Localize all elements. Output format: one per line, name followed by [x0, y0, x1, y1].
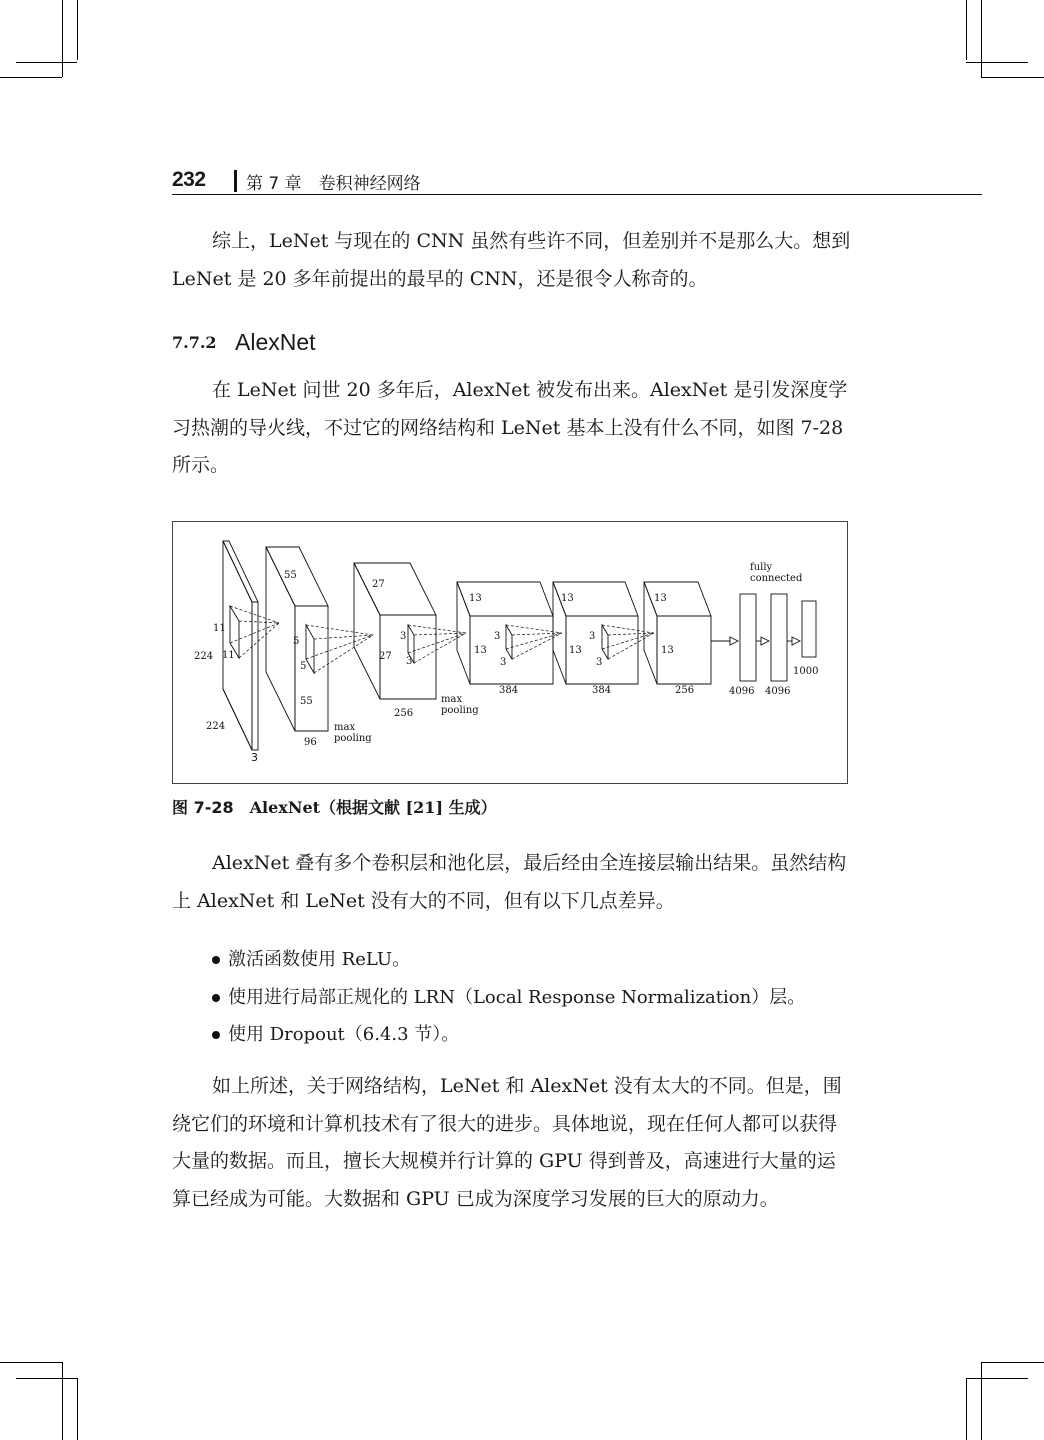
crop-mark: [981, 1362, 982, 1440]
alexnet-figure: [172, 521, 848, 784]
fig-label: 13: [654, 593, 667, 604]
fig-label: 3: [406, 656, 413, 667]
crop-mark: [981, 1362, 1044, 1363]
fig-label: pooling: [441, 705, 479, 716]
fig-label: 3: [589, 631, 596, 642]
paragraph: 如上所述，关于网络结构，LeNet 和 AlexNet 没有太大的不同。但是，围绕它们的环境和计算机技术有了很大的进步。具体地说，现在任何人都可以获得大量的数据。而且，擅长大规模并行计算的 GPU 得到普及，高速进行大量的运算已经成为可能。大数据和 GPU 已成为深度学习发展的巨大的原动力。: [172, 1075, 842, 1210]
fig-label: 4096: [729, 686, 755, 697]
crop-mark: [966, 62, 1028, 63]
crop-mark: [62, 0, 63, 77]
crop-mark: [966, 1378, 1028, 1379]
list-item-text: 使用 Dropout（6.4.3 节）。: [228, 1024, 460, 1045]
fig-label: max: [334, 722, 356, 733]
page-number: 232: [172, 168, 206, 191]
fig-label: 3: [251, 751, 258, 764]
fig-label: connected: [750, 573, 803, 584]
crop-mark: [966, 1378, 967, 1440]
list-item: [212, 983, 805, 1009]
fig-label: pooling: [334, 733, 372, 744]
fig-label: 5: [293, 636, 300, 647]
list-item-text: 激活函数使用 ReLU。: [228, 949, 411, 970]
fig-label: 384: [592, 685, 612, 696]
fig-label: 224: [194, 651, 214, 662]
paragraph: 在 LeNet 问世 20 多年后，AlexNet 被发布出来。AlexNet 是引发深度学习热潮的导火线，不过它的网络结构和 LeNet 基本上没有什么不同，如图 7-28 所示。: [172, 379, 848, 476]
chapter-title: 第 7 章 卷积神经网络: [246, 174, 421, 194]
crop-mark: [16, 1378, 77, 1379]
header-bar: [234, 170, 237, 192]
crop-mark: [62, 1362, 63, 1440]
fig-label: 13: [661, 645, 674, 656]
fig-label: 13: [569, 645, 582, 656]
list-item: [212, 945, 410, 971]
fig-label: 256: [675, 685, 695, 696]
fig-label: 384: [499, 685, 519, 696]
crop-mark: [0, 1362, 62, 1363]
crop-mark: [966, 0, 967, 60]
fig-label: 3: [400, 631, 407, 642]
crop-mark: [0, 77, 62, 78]
bullet-icon: [212, 956, 220, 964]
bullet-icon: [212, 1031, 220, 1039]
paragraph: AlexNet 叠有多个卷积层和池化层，最后经由全连接层输出结果。虽然结构上 AlexNet 和 LeNet 没有大的不同，但有以下几点差异。: [172, 852, 847, 912]
fig-label: 256: [394, 708, 414, 719]
fig-label: 3: [500, 657, 507, 668]
fig-label: 1000: [793, 666, 819, 677]
fig-label: 55: [300, 696, 313, 707]
fig-label: fully: [750, 562, 773, 573]
figure-number: 图 7-28: [172, 798, 234, 817]
running-header: [172, 166, 982, 196]
paragraph: 综上，LeNet 与现在的 CNN 虽然有些许不同，但差别并不是那么大。想到 LeNet 是 20 多年前提出的最早的 CNN，还是很令人称奇的。: [172, 230, 851, 290]
bullet-icon: [212, 994, 220, 1002]
fig-label: max: [441, 694, 463, 705]
fig-label: 3: [596, 657, 603, 668]
fig-label: 27: [379, 651, 392, 662]
fig-label: 4096: [765, 686, 791, 697]
fig-label: 11: [213, 623, 226, 634]
fig-label: 3: [494, 631, 501, 642]
fig-label: 13: [561, 593, 574, 604]
fig-label: 13: [469, 593, 482, 604]
crop-mark: [16, 62, 77, 63]
fig-label: 224: [206, 721, 226, 732]
crop-mark: [981, 77, 1044, 78]
fig-label: 96: [304, 737, 317, 748]
figure-caption-text: AlexNet（根据文献 [21] 生成）: [249, 798, 497, 817]
fig-label: 55: [284, 570, 297, 581]
crop-mark: [77, 0, 78, 60]
fig-label: 27: [372, 579, 385, 590]
fig-label: 13: [474, 645, 487, 656]
list-item: [212, 1020, 459, 1046]
fig-label: 11: [222, 650, 235, 661]
fig-label: 5: [300, 661, 307, 672]
figure-caption: [172, 795, 497, 818]
section-number: 7.7.2: [172, 333, 217, 352]
section-title: AlexNet: [235, 329, 316, 355]
crop-mark: [981, 0, 982, 77]
list-item-text: 使用进行局部正规化的 LRN（Local Response Normalization）层。: [228, 987, 806, 1008]
header-rule: [172, 194, 982, 195]
crop-mark: [77, 1378, 78, 1440]
